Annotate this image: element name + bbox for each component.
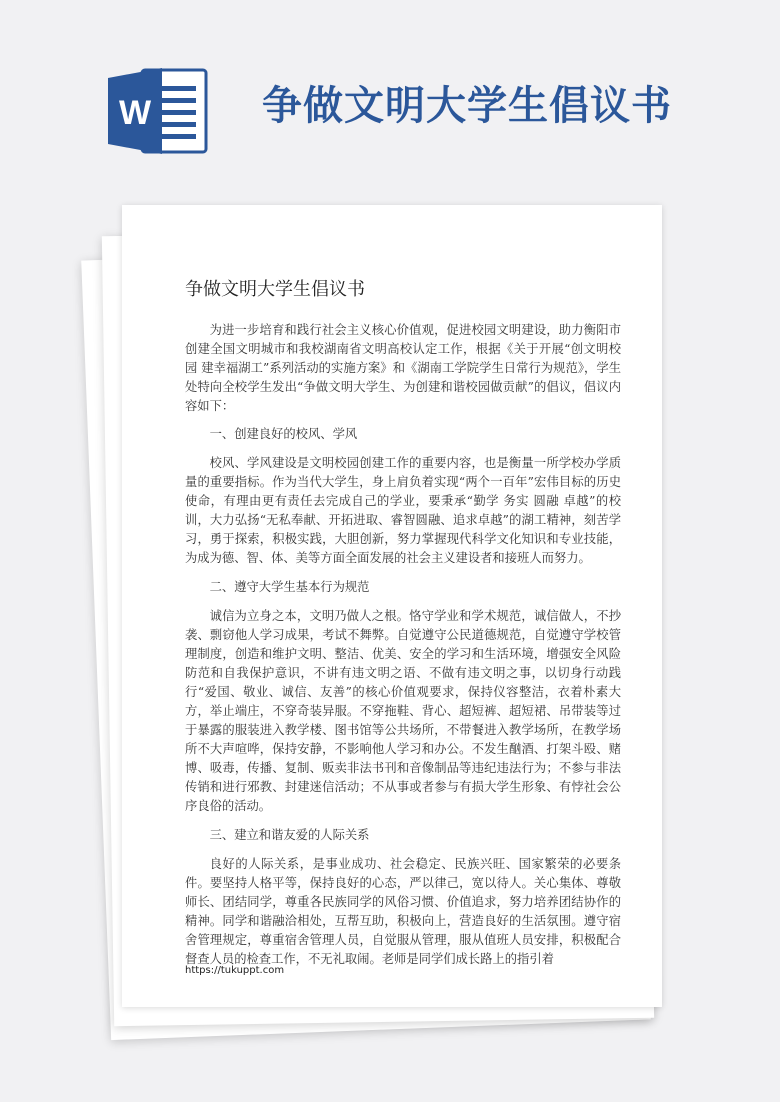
section-paragraph: 诚信为立身之本，文明乃做人之根。恪守学业和学术规范，诚信做人，不抄袭、剽窃他人学习成果，考试不舞弊。自觉遵守公民道德规范，自觉遵守学校管理制度，创造和维护文明、整洁、优美、安全的学习和生活环境，增强安全风险防范和自我保护意识，不讲有违文明之语、不做有违文明之事，以切身行动践行“爱国、敬业、诚信、友善”的核心价值观要求，保持仪容整洁，衣着朴素大方，举止端庄，不穿奇装异服。不穿拖鞋、背心、超短裤、超短裙、吊带装等过于暴露的服装进入教学楼、图书馆等公共场所，不带餐进入教学场所，在教学场所不大声喧哗，保持安静，不影响他人学习和办公。不发生酗酒、打架斗殴、赌博、吸毒，传播、复制、贩卖非法书刊和音像制品等违纪违法行为；不参与非法传销和进行邪教、封建迷信活动；不从事或者参与有损大学生形象、有悖社会公序良俗的活动。 [185, 609, 621, 813]
word-document-icon [108, 68, 208, 154]
document-title: 争做文明大学生倡议书 [185, 279, 365, 300]
section-heading: 一、创建良好的校风、学风 [209, 427, 358, 441]
section-heading: 二、遵守大学生基本行为规范 [209, 580, 370, 594]
word-logo-letter: W [118, 94, 152, 132]
header-title: 争做文明大学生倡议书 [262, 83, 672, 129]
section-paragraph: 良好的人际关系，是事业成功、社会稳定、民族兴旺、国家繁荣的必要条件。要坚持人格平等，保持良好的心态，严以律己，宽以待人。关心集体、尊敬师长、团结同学，尊重各民族同学的风俗习惯、价值追求，努力培养团结协作的精神。同学和谐融洽相处，互帮互助，积极向上，营造良好的生活氛围。遵守宿舍管理规定，尊重宿舍管理人员，自觉服从管理，服从值班人员安排，积极配合督查人员的检查工作，不无礼取闹。老师是同学们成长路上的指引着 [185, 857, 621, 966]
section-paragraph: 校风、学风建设是文明校园创建工作的重要内容，也是衡量一所学校办学质量的重要指标。作为当代大学生，身上肩负着实现“两个一百年”宏伟目标的历史使命，有理由更有责任去完成自己的学业，要秉承“勤学 务实 圆融 卓越”的校训，大力弘扬“无私奉献、开拓进取、睿智圆融、追求卓越”的湖工精神，刻苦学习，勇于探索，积极实践，大胆创新，努力掌握现代科学文化知识和专业技能，为成为德、智、体、美等方面全面发展的社会主义建设者和接班人而努力。 [185, 456, 621, 565]
intro-paragraph: 为进一步培育和践行社会主义核心价值观，促进校园文明建设，助力衡阳市创建全国文明城市和我校湖南省文明高校认定工作，根据《关于开展“创文明校园 建幸福湖工”系列活动的实施方案》和《湖南工学院学生日常行为规范》，学生处特向全校学生发出“争做文明大学生、为创建和谐校园做贡献”的倡议，倡议内容如下： [185, 323, 621, 413]
section-heading: 三、建立和谐友爱的人际关系 [209, 828, 370, 842]
document-page [122, 205, 662, 1007]
footer-url: https://tukuppt.com [185, 965, 285, 976]
document-body [185, 321, 621, 979]
